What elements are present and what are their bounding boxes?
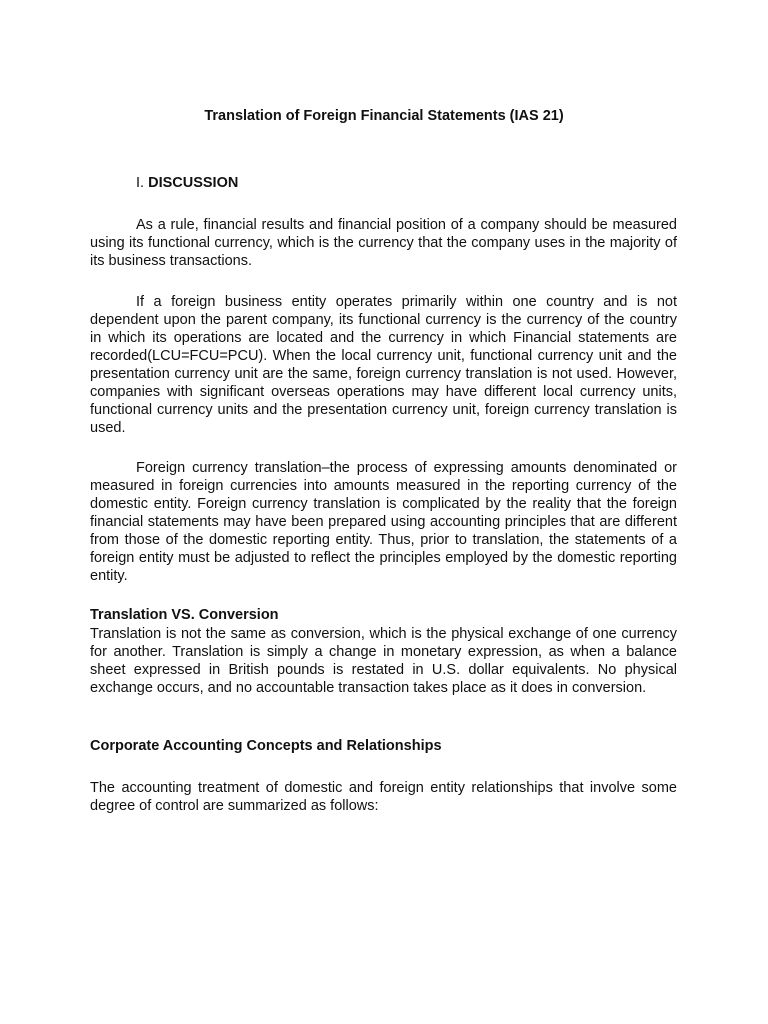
- paragraph-foreign-entity: If a foreign business entity operates primarily within one country and is not dependent upon the parent company, its functional currency is the currency of the country in which its operations are located and the currency in which Financial statements are recorded(LCU=FCU=PCU). When the local currency unit, functional currency unit and the presentation currency unit are the same, foreign currency translation is not used. However, companies with significant overseas operations may have different local currency units, functional currency units and the presentation currency unit, foreign currency translation is used.: [90, 294, 677, 436]
- section-numeral: I.: [136, 175, 145, 191]
- heading-corporate-accounting: Corporate Accounting Concepts and Relationships: [90, 738, 442, 754]
- paragraph-currency-translation: Foreign currency translation–the process of expressing amounts denominated or measured in foreign currencies into amounts measured in the reporting currency of the domestic entity. Foreign currency translation is complicated by the reality that the foreign financial statements may have been prepared using accounting principles that are different from those of the domestic reporting entity. Thus, prior to translation, the statements of a foreign entity must be adjusted to reflect the principles employed by the domestic reporting entity.: [90, 460, 677, 584]
- section-label: DISCUSSION: [148, 175, 239, 191]
- heading-translation-vs-conversion: Translation VS. Conversion: [90, 607, 279, 623]
- paragraph-translation-vs-conversion: Translation is not the same as conversion, which is the physical exchange of one currency for another. Translation is simply a change in monetary expression, as when a balance sheet expressed in British pounds is restated in U.S. dollar equivalents. No physical exchange occurs, and no accountable transaction takes place as it does in conversion.: [90, 626, 677, 696]
- paragraph-functional-currency: As a rule, financial results and financial position of a company should be measured using its functional currency, which is the currency that the company uses in the majority of its business transactions.: [90, 217, 677, 269]
- paragraph-corporate-accounting: The accounting treatment of domestic and foreign entity relationships that involve some degree of control are summarized as follows:: [90, 780, 677, 814]
- document-title: Translation of Foreign Financial Statements (IAS 21): [204, 108, 564, 124]
- section-heading: [136, 175, 238, 191]
